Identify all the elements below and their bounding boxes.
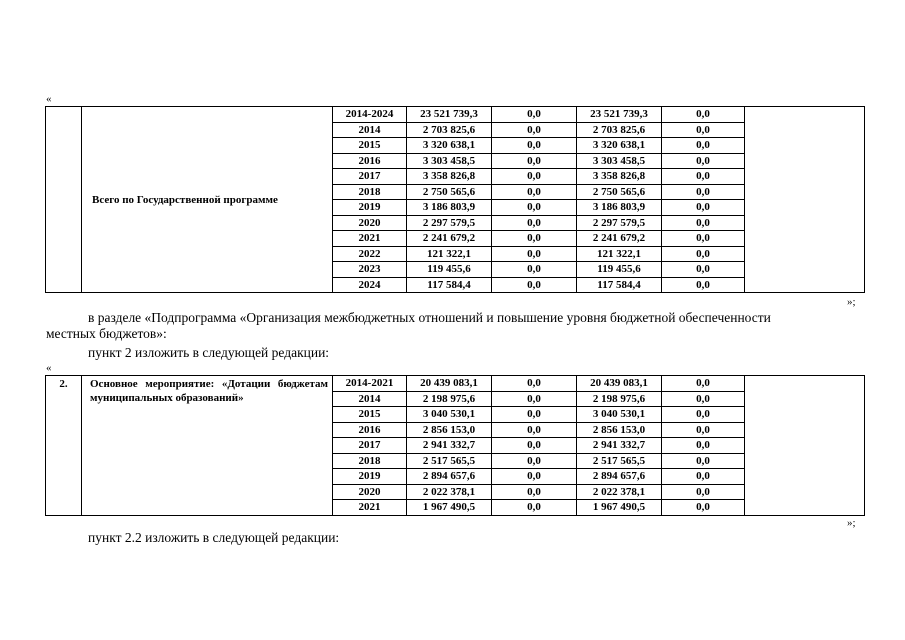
cell-c3: 2 703 825,6	[577, 122, 662, 138]
cell-c2: 0,0	[492, 438, 577, 454]
cell-c2: 0,0	[492, 277, 577, 293]
program-label-cell: Всего по Государственной программе	[82, 107, 333, 293]
cell-year: 2017	[333, 438, 407, 454]
cell-c4: 0,0	[662, 246, 745, 262]
cell-total: 3 358 826,8	[407, 169, 492, 185]
budget-table-item2	[45, 375, 865, 516]
cell-c4: 0,0	[662, 469, 745, 485]
section-heading-line1: в разделе «Подпрограмма «Организация межбюджетных отношений и повышение уровня бюджетной обеспеченности	[88, 310, 771, 325]
cell-c4: 0,0	[662, 407, 745, 423]
cell-total: 1 967 490,5	[407, 500, 492, 516]
cell-c4: 0,0	[662, 169, 745, 185]
cell-c3: 119 455,6	[577, 262, 662, 278]
table-row	[46, 376, 865, 392]
cell-c3: 1 967 490,5	[577, 500, 662, 516]
cell-year: 2015	[333, 407, 407, 423]
cell-year: 2019	[333, 469, 407, 485]
cell-total: 2 198 975,6	[407, 391, 492, 407]
section-heading-line2: местных бюджетов»:	[46, 326, 167, 341]
cell-c3: 2 856 153,0	[577, 422, 662, 438]
cell-c4: 0,0	[662, 138, 745, 154]
program-label-cell: Основное мероприятие: «Дотации бюджетам муниципальных образований»	[82, 376, 333, 516]
empty-notes-cell	[745, 107, 865, 293]
cell-total: 119 455,6	[407, 262, 492, 278]
budget-table-total	[45, 106, 865, 293]
cell-c4: 0,0	[662, 184, 745, 200]
cell-year: 2021	[333, 500, 407, 516]
cell-c3: 121 322,1	[577, 246, 662, 262]
cell-c3: 2 894 657,6	[577, 469, 662, 485]
cell-c3: 3 040 530,1	[577, 407, 662, 423]
cell-c4: 0,0	[662, 484, 745, 500]
cell-c4: 0,0	[662, 500, 745, 516]
cell-c3: 20 439 083,1	[577, 376, 662, 392]
cell-total: 2 941 332,7	[407, 438, 492, 454]
cell-year: 2020	[333, 215, 407, 231]
cell-year: 2014	[333, 391, 407, 407]
cell-c4: 0,0	[662, 422, 745, 438]
cell-c4: 0,0	[662, 376, 745, 392]
cell-c2: 0,0	[492, 138, 577, 154]
cell-c2: 0,0	[492, 215, 577, 231]
row-number-cell: 2.	[46, 376, 82, 516]
cell-c2: 0,0	[492, 391, 577, 407]
cell-year: 2014	[333, 122, 407, 138]
cell-c2: 0,0	[492, 184, 577, 200]
cell-year: 2015	[333, 138, 407, 154]
cell-total: 20 439 083,1	[407, 376, 492, 392]
cell-total: 2 297 579,5	[407, 215, 492, 231]
cell-total: 3 320 638,1	[407, 138, 492, 154]
cell-total: 3 040 530,1	[407, 407, 492, 423]
cell-c4: 0,0	[662, 438, 745, 454]
cell-c2: 0,0	[492, 153, 577, 169]
cell-c3: 2 750 565,6	[577, 184, 662, 200]
cell-total: 3 186 803,9	[407, 200, 492, 216]
cell-year: 2024	[333, 277, 407, 293]
close-quote-2: »;	[847, 517, 856, 529]
cell-c2: 0,0	[492, 407, 577, 423]
cell-c3: 2 941 332,7	[577, 438, 662, 454]
cell-c2: 0,0	[492, 453, 577, 469]
cell-c2: 0,0	[492, 484, 577, 500]
open-quote-2: «	[46, 362, 52, 374]
cell-c3: 23 521 739,3	[577, 107, 662, 123]
cell-total: 117 584,4	[407, 277, 492, 293]
cell-c2: 0,0	[492, 246, 577, 262]
cell-total: 2 517 565,5	[407, 453, 492, 469]
cell-c4: 0,0	[662, 231, 745, 247]
cell-c4: 0,0	[662, 200, 745, 216]
cell-year: 2020	[333, 484, 407, 500]
cell-c3: 2 022 378,1	[577, 484, 662, 500]
cell-c4: 0,0	[662, 153, 745, 169]
cell-c2: 0,0	[492, 122, 577, 138]
cell-c3: 3 303 458,5	[577, 153, 662, 169]
cell-year: 2023	[333, 262, 407, 278]
cell-c2: 0,0	[492, 500, 577, 516]
cell-total: 2 894 657,6	[407, 469, 492, 485]
cell-year: 2021	[333, 231, 407, 247]
cell-c4: 0,0	[662, 277, 745, 293]
item2-instruction: пункт 2 изложить в следующей редакции:	[88, 345, 330, 360]
cell-total: 2 703 825,6	[407, 122, 492, 138]
cell-c4: 0,0	[662, 107, 745, 123]
cell-total: 3 303 458,5	[407, 153, 492, 169]
table-row	[46, 107, 865, 123]
cell-year: 2018	[333, 184, 407, 200]
cell-c3: 3 186 803,9	[577, 200, 662, 216]
cell-c2: 0,0	[492, 169, 577, 185]
cell-total: 2 750 565,6	[407, 184, 492, 200]
cell-c3: 117 584,4	[577, 277, 662, 293]
empty-notes-cell	[745, 376, 865, 516]
cell-year: 2018	[333, 453, 407, 469]
cell-year: 2014-2024	[333, 107, 407, 123]
cell-c4: 0,0	[662, 391, 745, 407]
cell-c4: 0,0	[662, 262, 745, 278]
cell-c3: 2 297 579,5	[577, 215, 662, 231]
cell-c2: 0,0	[492, 231, 577, 247]
cell-year: 2017	[333, 169, 407, 185]
close-quote-1: »;	[847, 296, 856, 308]
cell-c3: 2 517 565,5	[577, 453, 662, 469]
open-quote-1: «	[46, 93, 52, 105]
cell-c4: 0,0	[662, 453, 745, 469]
cell-total: 2 856 153,0	[407, 422, 492, 438]
cell-c3: 2 198 975,6	[577, 391, 662, 407]
cell-year: 2022	[333, 246, 407, 262]
cell-year: 2016	[333, 422, 407, 438]
cell-c2: 0,0	[492, 376, 577, 392]
cell-c2: 0,0	[492, 200, 577, 216]
cell-c3: 3 320 638,1	[577, 138, 662, 154]
cell-c4: 0,0	[662, 122, 745, 138]
cell-total: 2 022 378,1	[407, 484, 492, 500]
cell-c3: 3 358 826,8	[577, 169, 662, 185]
cell-total: 121 322,1	[407, 246, 492, 262]
cell-c2: 0,0	[492, 107, 577, 123]
item22-instruction: пункт 2.2 изложить в следующей редакции:	[88, 530, 340, 545]
cell-year: 2016	[333, 153, 407, 169]
cell-total: 23 521 739,3	[407, 107, 492, 123]
cell-c2: 0,0	[492, 469, 577, 485]
row-number-cell	[46, 107, 82, 293]
cell-c2: 0,0	[492, 422, 577, 438]
cell-year: 2014-2021	[333, 376, 407, 392]
cell-c4: 0,0	[662, 215, 745, 231]
cell-year: 2019	[333, 200, 407, 216]
cell-total: 2 241 679,2	[407, 231, 492, 247]
cell-c2: 0,0	[492, 262, 577, 278]
cell-c3: 2 241 679,2	[577, 231, 662, 247]
